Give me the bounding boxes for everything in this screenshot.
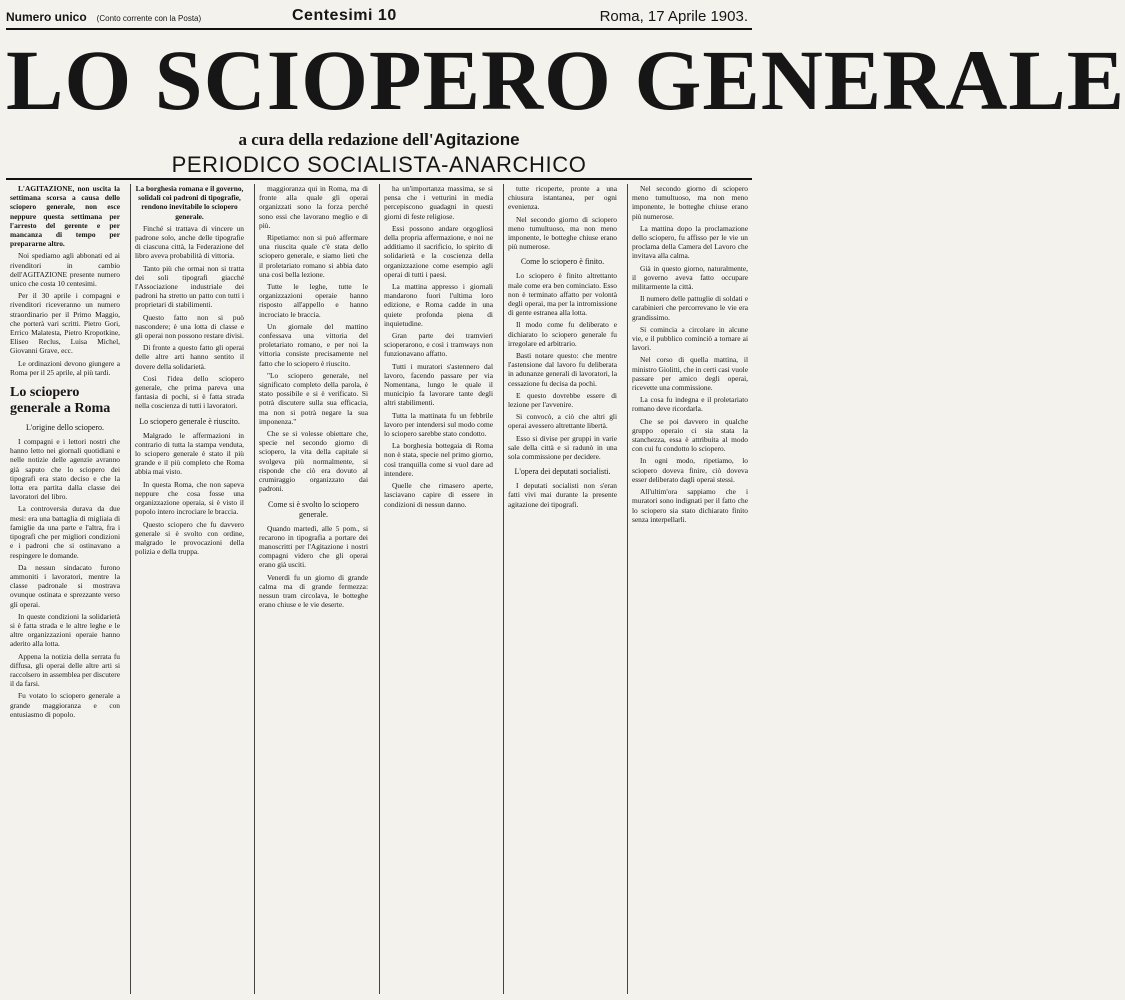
article-paragraph: Esso si divise per gruppi in varie sale della città e si radunò in una sola commissione per decidere. [508,433,617,462]
notice-paragraph: Le ordinazioni devono giungere a Roma per il 25 aprile, al più tardi. [10,358,120,377]
article-paragraph: Nel secondo giorno di sciopero meno tumultuoso, ma non meno imponente, le botteghe chiuse erano più numerose. [632,184,748,221]
article-heading: Lo sciopero generale a Roma [10,385,111,417]
article-paragraph: Nel corso di quella mattina, il ministro Giolitti, che in certi casi vuole passare per amico degli operai, ricevette una commissione. [632,355,748,393]
column-4 [379,184,497,994]
article-paragraph: Tanto più che ormai non si tratta dei soli tipografi giacché l'Associazione industriale dei padroni ha stretto un patto con tutti i proprietari di stabilimenti. [135,263,244,310]
masthead-subtitle: a cura della redazione dell'Agitazione [238,130,520,149]
article-paragraph: Quando martedì, alle 5 pom., si recarono in tipografia a portare dei manoscritti per l'Agitazione i nostri compagni videro che gli operai erano già usciti. [259,523,368,570]
article-paragraph: Nel secondo giorno di sciopero meno tumultuoso, ma non meno imponente, le botteghe chiuse erano più numerose. [508,214,617,252]
column-2 [130,184,248,994]
article-paragraph: Venerdì fu un giorno di grande calma ma di grande fermezza: nessun tram circolava, le botteghe erano chiuse e le vie deserte. [259,572,368,610]
article-paragraph: Si comincia a circolare in alcune vie, e il pubblico cominciò a tornare ai lavori. [632,324,748,353]
article-paragraph: Basti notare questo: che mentre l'astensione dal lavoro fu deliberata in adunanze generali di lavoratori, la cessazione fu decisa da pochi. [508,351,617,388]
notice-paragraph: L'AGITAZIONE, non uscita la settimana scorsa a causa dello sciopero generale, non esce neppure questa settimana per l'arresto del gerente e per mancanza di tempo per prepararne altro. [10,184,120,249]
article-paragraph: Questo fatto non si può nascondere; è una lotta di classe e gli operai non possono restare divisi. [135,312,244,341]
article-paragraph: Fu votato lo sciopero generale a grande maggioranza e con entusiasmo di popolo. [10,691,120,719]
article-paragraph: Lo sciopero è finito altrettanto male come era ben cominciato. Esso non è terminato affatto per volontà degli operai, ma per la intromissione di gente estranea alla lotta. [508,271,617,318]
article-paragraph: ha un'importanza massima, se si pensa che i vetturini in media percepiscono guadagni in questi giorni di feste religiose. [384,184,493,221]
article-columns [6,184,752,994]
masthead-title: LO SCIOPERO GENERALE [6,32,1125,128]
article-paragraph: La cosa fu indegna e il proletariato romano deve ricordarla. [632,395,748,414]
article-paragraph: In queste condizioni la solidarietà si è fatta strada e le altre leghe e le altre organizzazioni operaie hanno aderito alla lotta. [10,611,120,649]
article-paragraph: Tutti i muratori s'astennero dal lavoro, facendo passare per via Nomentana, lungo le quale il municipio fa lavorare tante degli altri stabilimenti. [384,361,493,408]
article-paragraph: Appena la notizia della serrata fu diffusa, gli operai delle altre arti si raccolsero in assemblea per discutere il da farsi. [10,651,120,689]
notice-paragraph: Per il 30 aprile i compagni e rivenditori riceveranno un numero straordinario per il Primo Maggio, che porterà vari scritti. Pietro Gori, Errico Malatesta, Pietro Kropotkine, Eliseo Reclus, Luisa Michel, Giovanni Grave, ecc. [10,291,120,356]
article-paragraph: Il numero delle pattuglie di soldati e carabinieri che percorrevano le vie era grandissimo. [632,294,748,322]
article-paragraph: Ripetiamo: non si può affermare una riuscita quale c'è stata dello sciopero generale, e siamo lieti che il proletariato romano si abbia dato una così bella lezione. [259,233,368,279]
section-heading: Lo sciopero generale è riuscito. [139,416,240,426]
masthead-periodico: PERIODICO SOCIALISTA-ANARCHICO [171,152,587,177]
article-paragraph: Si convocò, a ciò che altri gli operai avessero altrettante libertà. [508,412,617,431]
article-paragraph: tutte ricoperte, pronte a una chiusura istantanea, per ogni evenienza. [508,184,617,212]
article-subheading: L'origine dello sciopero. [25,423,105,433]
article-paragraph: La borghesia bottegaia di Roma non è stata, specie nel primo giorno, così tranquilla come si vuol dare ad intendere. [384,441,493,478]
notice-paragraph: Noi spediamo agli abbonati ed ai rivenditori in cambio dell'AGITAZIONE presente numero unico che costa 10 centesimi. [10,251,120,289]
article-paragraph: Gran parte dei tramvieri scioperarono, e così i tramways non funzionavano affatto. [384,331,493,359]
column-3 [254,184,372,994]
article-paragraph: Il modo come fu deliberato e dichiarato lo sciopero generale fu irregolare ed arbitrario. [508,320,617,348]
article-paragraph: Malgrado le affermazioni in contrario di tutta la stampa venduta, lo sciopero generale è stato il più grande e il più completo che Roma abbia mai visto. [135,430,244,477]
article-paragraph: I compagni e i lettori nostri che hanno letto nei giornali quotidiani e nelle notizie delle agenzie avranno già saputo che lo sciopero dei tipografi era stato deciso e che la lotta era partita dalla classe dei lavoratori del libro. [10,437,120,502]
column-5 [503,184,621,994]
column-6 [627,184,752,994]
article-paragraph: maggioranza qui in Roma, ma di fronte alla quale gli operai organizzati sono la forza perché sono essi che lavorano meglio e di più. [259,184,368,230]
article-paragraph: All'ultim'ora sappiamo che i muratori sono indignati per il fatto che lo sciopero sia stato dichiarato finito senza interpellarli. [632,487,748,524]
header-bar [6,4,752,30]
article-paragraph: Un giornale del mattino confessava una vittoria del proletariato romano, e per noi la vittoria consiste precisamente nel fatto che lo sciopero è riuscito. [259,321,368,368]
section-heading: L'opera dei deputati socialisti. [514,467,611,477]
section-heading: Come si è svolto lo sciopero generale. [268,499,359,519]
article-paragraph: La mattina appresso i giornali mandarono fuori l'ultima loro edizione, e Roma cadde in una quiete profonda piena di inquietudine. [384,282,493,328]
article-paragraph: Finché si trattava di vincere un padrone solo, anche delle tipografie di ciascuna città, la Federazione del libro aveva probabilità di vittoria. [135,223,244,261]
section-heading: Come lo sciopero è finito. [520,257,605,267]
article-paragraph: In questa Roma, che non sapeva neppure che cosa fosse una organizzazione operaia, si è visto il popolo intero incrociare le braccia. [135,479,244,517]
postal-note: (Conto corrente con la Posta) [96,14,202,23]
article-paragraph: La mattina dopo la proclamazione dello sciopero, fu affisso per le vie un proclama della Camera del Lavoro che invitava alla calma. [632,223,748,261]
article-paragraph: I deputati socialisti non s'eran fatti vivi mai durante la presente agitazione dei tipografi. [508,481,617,509]
issue-label: Numero unico (Conto corrente con la Posta) [6,10,202,24]
article-paragraph: Quelle che rimasero aperte, lasciavano capire di essere in condizioni di nessun danno. [384,481,493,509]
masthead-rule [6,178,752,180]
price-label: Centesimi 10 [292,7,397,24]
article-paragraph: Così l'idea dello sciopero generale, che prima pareva una fantasia di pochi, si è fatta strada nella coscienza di tutti i lavoratori. [135,373,244,411]
article-paragraph: Che se si volesse obiettare che, specie nel secondo giorno di sciopero, la vita della capitale si svolgeva più normalmente, si risponde che ciò era dovuto al crumiraggio organizzato dai padroni. [259,429,368,494]
article-paragraph: Tutta la mattinata fu un febbrile lavoro per intendersi sul modo come lo sciopero sarebbe stato condotto. [384,410,493,439]
article-paragraph: Tutte le leghe, tutte le organizzazioni operaie hanno risposto all'appello e hanno incrociato le braccia. [259,282,368,319]
article-paragraph: E questo dovrebbe essere di lezione per l'avvenire. [508,390,617,410]
article-paragraph: Questo sciopero che fu davvero generale si è svolto con ordine, malgrado le provocazioni della polizia e della truppa. [135,519,244,557]
section-lead: La borghesia romana e il governo, solidali coi padroni di tipografie, rendono inevitabile lo sciopero generale. [135,184,244,221]
article-paragraph: In ogni modo, ripetiamo, lo sciopero doveva finire, ciò doveva esser deliberato dagli operai stessi. [632,456,748,484]
column-1 [6,184,124,994]
masthead-brand: Agitazione [433,130,520,149]
article-paragraph: "Lo sciopero generale, nel significato completo della parola, è stato possibile e si è verificato. Si potrà discutere sulla sua efficacia, ma non si potrà negare la sua imponenza." [259,370,368,426]
article-paragraph: Che se poi davvero in qualche gruppo operaio ci sia stata la stanchezza, essa è attribuita al modo con cui fu condotto lo sciopero. [632,416,748,454]
article-paragraph: La controversia durava da due mesi: era una battaglia di migliaia di famiglie da una parte e l'altra, fra i tipografi che per migliori condizioni e i padroni che si ostinavano a respingere le domande. [10,504,120,560]
article-paragraph: Da nessun sindacato furono ammoniti i lavoratori, mentre la classe padronale si mostrava ovunque ostinata e sprezzante verso gli operai. [10,562,120,609]
date-label: Roma, 17 Aprile 1903. [599,8,748,25]
article-paragraph: Di fronte a questo fatto gli operai delle altre arti hanno sentito il dovere della solidarietà. [135,343,244,371]
article-paragraph: Già in questo giorno, naturalmente, il governo aveva fatto occupare militarmente la città. [632,263,748,292]
article-paragraph: Essi possono andare orgogliosi della propria affermazione, e noi ne additiamo il sacrificio, lo spirito di solidarietà e la coscienza della organizzazione come esempio agli operai di tutti i paesi. [384,223,493,279]
